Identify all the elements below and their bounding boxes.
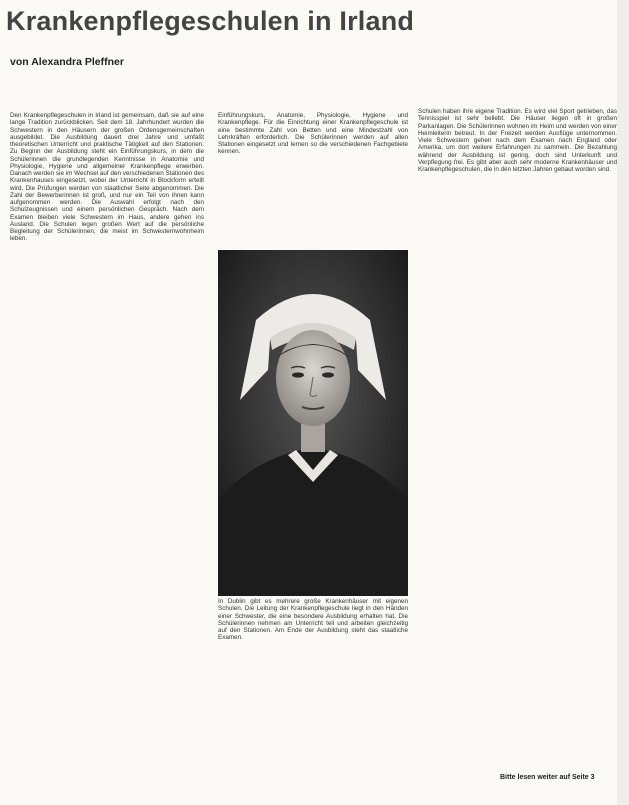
article-author: von Alexandra Pleffner [10,56,124,68]
column-text: Schulen haben ihre eigene Tradition. Es wird viel Sport getrieben, das Tennisspiel ist sehr beliebt. Die Häuser liegen oft in großen Parkanlagen. Die Schülerinnen wohnen im Heim und werden von einer Heimleiterin betreut. In der Freizeit werden Ausflüge unternommen. Viele Schwestern gehen nach dem Examen nach England oder Amerika, um dort weitere Erfahrungen zu sammeln. Die Bezahlung während der Ausbildung ist gering, doch sind Unterkunft und Verpflegung frei. Es gibt aber auch sehr moderne Krankenhäuser und Krankenpflegeschulen, die in den letzten Jahren gebaut worden sind. [418,108,617,173]
column-text: Einführungskurs, Anatomie, Physiologie, Hygiene und Krankenpflege. Für die Einrichtung einer Krankenpflegeschule ist eine bestimmte Zahl von Betten und eine Mindestzahl von Lehrkräften erforderlich. Die Schülerinnen werden auf allen Stationen eingesetzt und lernen so die verschiedenen Fachgebiete kennen. [218,112,408,156]
text-column-3 [218,598,408,798]
nurse-portrait-image [218,250,408,596]
text-column-1 [10,112,204,800]
continuation-note: Bitte lesen weiter auf Seite 3 [500,774,595,781]
text-column-4 [418,108,617,768]
nurse-photo [218,250,408,596]
column-text: In Dublin gibt es mehrere große Krankenhäuser mit eigenen Schulen. Die Leitung der Krankenpflegeschule liegt in den Händen einer Schwester, die eine besondere Ausbildung erhalten hat. Die Schülerinnen nehmen am Unterricht teil und arbeiten gleichzeitig auf den Stationen. Am Ende der Ausbildung steht das staatliche Examen. [218,598,408,642]
article-title: Krankenpflegeschulen in Irland [6,6,415,36]
column-text: Den Krankenpflegeschulen in Irland ist gemeinsam, daß sie auf eine lange Tradition zurückblicken. Seit dem 18. Jahrhundert wurden die Schwestern in den Häusern der großen Ordensgemeinschaften ausgebildet. Die Ausbildung dauert drei Jahre und umfaßt theoretischen Unterricht und praktische Tätigkeit auf den Stationen. Zu Beginn der Ausbildung steht ein Einführungskurs, in dem die Schülerinnen die grundlegenden Kenntnisse in Anatomie und Physiologie, Hygiene und allgemeiner Krankenpflege erwerben. Danach werden sie im Wechsel auf den verschiedenen Stationen des Krankenhauses eingesetzt, wobei der Unterricht in Blockform erteilt wird. Die Prüfungen werden von staatlicher Seite abgenommen. Die Zahl der Bewerberinnen ist groß, und nur ein Teil von ihnen kann aufgenommen werden. Die Auswahl erfolgt nach den Schulzeugnissen und einem persönlichen Gespräch. Nach dem Examen bleiben viele Schwestern im Haus, andere gehen ins Ausland. Die Schulen legen großen Wert auf die persönliche Begleitung der Schülerinnen, die meist im Schwesternwohnheim leben. [10,112,204,243]
text-column-2 [218,112,408,240]
page-edge [617,0,629,805]
